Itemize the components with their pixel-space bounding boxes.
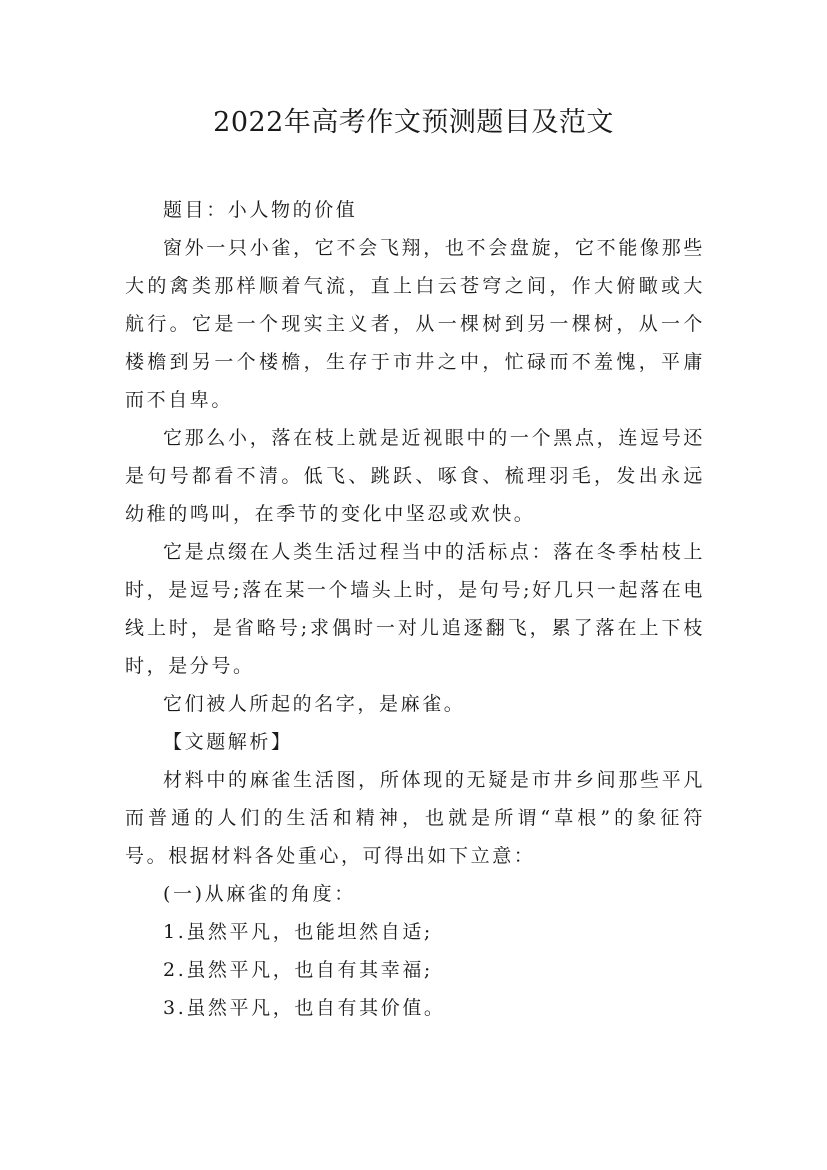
- paragraph-sparrow-small: 它那么小，落在枝上就是近视眼中的一个黑点，连逗号还是句号都看不清。低飞、跳跃、啄食、梳理羽毛，发出永远幼稚的鸣叫，在季节的变化中坚忍或欢快。: [125, 427, 705, 525]
- subheading-sparrow-perspective: (一)从麻雀的角度：: [163, 883, 356, 905]
- section-heading-analysis: 【文题解析】: [163, 731, 293, 753]
- paragraph-sparrow-punctuation: 它是点缀在人类生活过程当中的活标点：落在冬季枯枝上时，是逗号;落在某一个墙头上时，是句号;好几只一起落在电线上时，是省略号;求偶时一对儿追逐翻飞，累了落在上下枝时，是分号。: [125, 541, 705, 677]
- paragraph-analysis: 材料中的麻雀生活图，所体现的无疑是市井乡间那些平凡而普通的人们的生活和精神，也就是所谓“草根”的象征符号。根据材料各处重心，可得出如下立意：: [125, 769, 705, 867]
- paragraph-sparrow-intro: 窗外一只小雀，它不会飞翔，也不会盘旋，它不能像那些大的禽类那样顺着气流，直上白云苍穹之间，作大俯瞰或大航行。它是一个现实主义者，从一棵树到另一棵树，从一个楼檐到另一个楼檐，生存于市井之中，忙碌而不羞愧，平庸而不自卑。: [125, 237, 705, 411]
- essay-topic: 题目：小人物的价值: [163, 199, 358, 221]
- list-item: 3.虽然平凡，也自有其价值。: [163, 997, 446, 1019]
- list-item: 2.虽然平凡，也自有其幸福;: [163, 959, 433, 981]
- document-body: [125, 191, 705, 1027]
- paragraph-sparrow-name: 它们被人所起的名字，是麻雀。: [163, 693, 466, 715]
- document-title: 2022年高考作文预测题目及范文: [213, 107, 614, 138]
- list-item: 1.虽然平凡，也能坦然自适;: [163, 921, 433, 943]
